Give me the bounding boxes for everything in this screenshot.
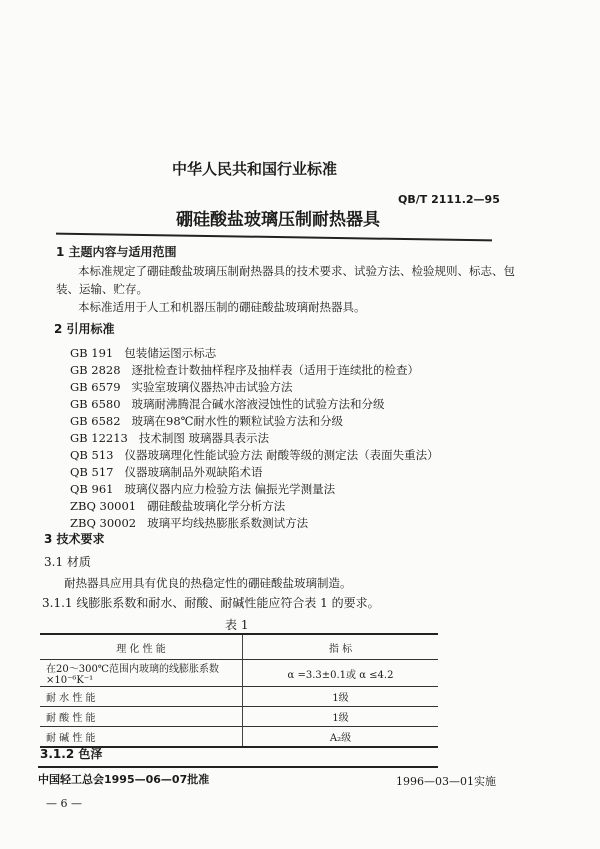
reference-item bbox=[70, 362, 439, 379]
header: 中华人民共和国行业标准 bbox=[172, 160, 338, 178]
reference-title: 实验室玻璃仪器热冲击试验方法 bbox=[131, 380, 293, 394]
table-row: 耐 水 性 能 1级 bbox=[40, 687, 438, 707]
paragraph: 本标准规定了硼硅酸盐玻璃压制耐热器具的技术要求、试验方法、检验规则、标志、包 bbox=[78, 264, 515, 278]
reference-code: QB 961 bbox=[70, 482, 114, 496]
reference-code: GB 191 bbox=[70, 346, 114, 360]
reference-title: 仪器玻璃制品外观缺陷术语 bbox=[124, 465, 263, 479]
reference-code: GB 6582 bbox=[70, 414, 121, 428]
paragraph: 本标准适用于人工和机器压制的硼硅酸盐玻璃耐热器具。 bbox=[78, 300, 366, 314]
reference-item bbox=[70, 498, 439, 515]
reference-title: 硼硅酸盐玻璃化学分析方法 bbox=[147, 499, 286, 513]
table-row: 在20～300℃范围内玻璃的线膨胀系数 ×10⁻⁶K⁻¹ α =3.3±0.1或 α ≤4.2 bbox=[40, 660, 438, 687]
reference-code: ZBQ 30002 bbox=[70, 516, 137, 530]
section-1-heading: 1 主题内容与适用范围 bbox=[56, 245, 177, 259]
reference-list bbox=[70, 345, 439, 532]
reference-title: 仪器玻璃理化性能试验方法 耐酸等级的测定法（表面失重法） bbox=[124, 448, 439, 462]
approval-date: 中国轻工总会1995—06—07批准 bbox=[38, 773, 210, 786]
reference-title: 技术制图 玻璃器具表示法 bbox=[138, 431, 270, 445]
reference-title: 玻璃在98℃耐水性的颗粒试验方法和分级 bbox=[131, 414, 344, 428]
reference-item bbox=[70, 345, 439, 362]
reference-code: GB 6580 bbox=[70, 397, 121, 411]
reference-item bbox=[70, 430, 439, 447]
table-1 bbox=[40, 633, 438, 748]
reference-code: QB 513 bbox=[70, 448, 114, 462]
reference-item bbox=[70, 447, 439, 464]
reference-code: ZBQ 30001 bbox=[70, 499, 137, 513]
reference-title: 玻璃平均线热膨胀系数测试方法 bbox=[147, 516, 309, 530]
reference-item bbox=[70, 464, 439, 481]
reference-title: 玻璃仪器内应力检验方法 偏振光学测量法 bbox=[124, 482, 336, 496]
reference-item bbox=[70, 396, 439, 413]
reference-title: 逐批检查计数抽样程序及抽样表（适用于连续批的检查） bbox=[131, 363, 420, 377]
document-title: 硼硅酸盐玻璃压制耐热器具 bbox=[176, 210, 380, 230]
reference-item bbox=[70, 481, 439, 498]
section-3-heading: 3 技术要求 bbox=[44, 532, 105, 546]
section-3-1-2: 3.1.2 色泽 bbox=[40, 747, 103, 761]
paragraph: 耐热器具应用具有优良的热稳定性的硼硅酸盐玻璃制造。 bbox=[64, 576, 352, 590]
reference-code: GB 2828 bbox=[70, 363, 121, 377]
reference-code: GB 12213 bbox=[70, 431, 128, 445]
reference-item bbox=[70, 413, 439, 430]
table-header-row: 理 化 性 能 指 标 bbox=[40, 634, 438, 660]
reference-code: GB 6579 bbox=[70, 380, 121, 394]
reference-code: QB 517 bbox=[70, 465, 114, 479]
effective-date: 1996—03—01实施 bbox=[396, 775, 496, 788]
reference-item bbox=[70, 515, 439, 532]
footer-rule bbox=[38, 766, 438, 768]
table-row: 耐 碱 性 能 A₂级 bbox=[40, 727, 438, 748]
section-3-1: 3.1 材质 bbox=[44, 555, 91, 569]
table-caption: 表 1 bbox=[225, 618, 249, 632]
table-row: 耐 酸 性 能 1级 bbox=[40, 707, 438, 727]
section-2-heading: 2 引用标准 bbox=[54, 322, 115, 336]
page-number: — 6 — bbox=[46, 797, 82, 810]
title-rule bbox=[56, 233, 492, 242]
reference-title: 玻璃耐沸腾混合碱水溶液浸蚀性的试验方法和分级 bbox=[131, 397, 385, 411]
section-3-1-1: 3.1.1 线膨胀系数和耐水、耐酸、耐碱性能应符合表 1 的要求。 bbox=[42, 596, 380, 610]
standard-code: QB/T 2111.2—95 bbox=[398, 193, 500, 206]
paragraph: 装、运输、贮存。 bbox=[56, 282, 148, 296]
reference-title: 包装储运图示标志 bbox=[124, 346, 217, 360]
reference-item bbox=[70, 379, 439, 396]
